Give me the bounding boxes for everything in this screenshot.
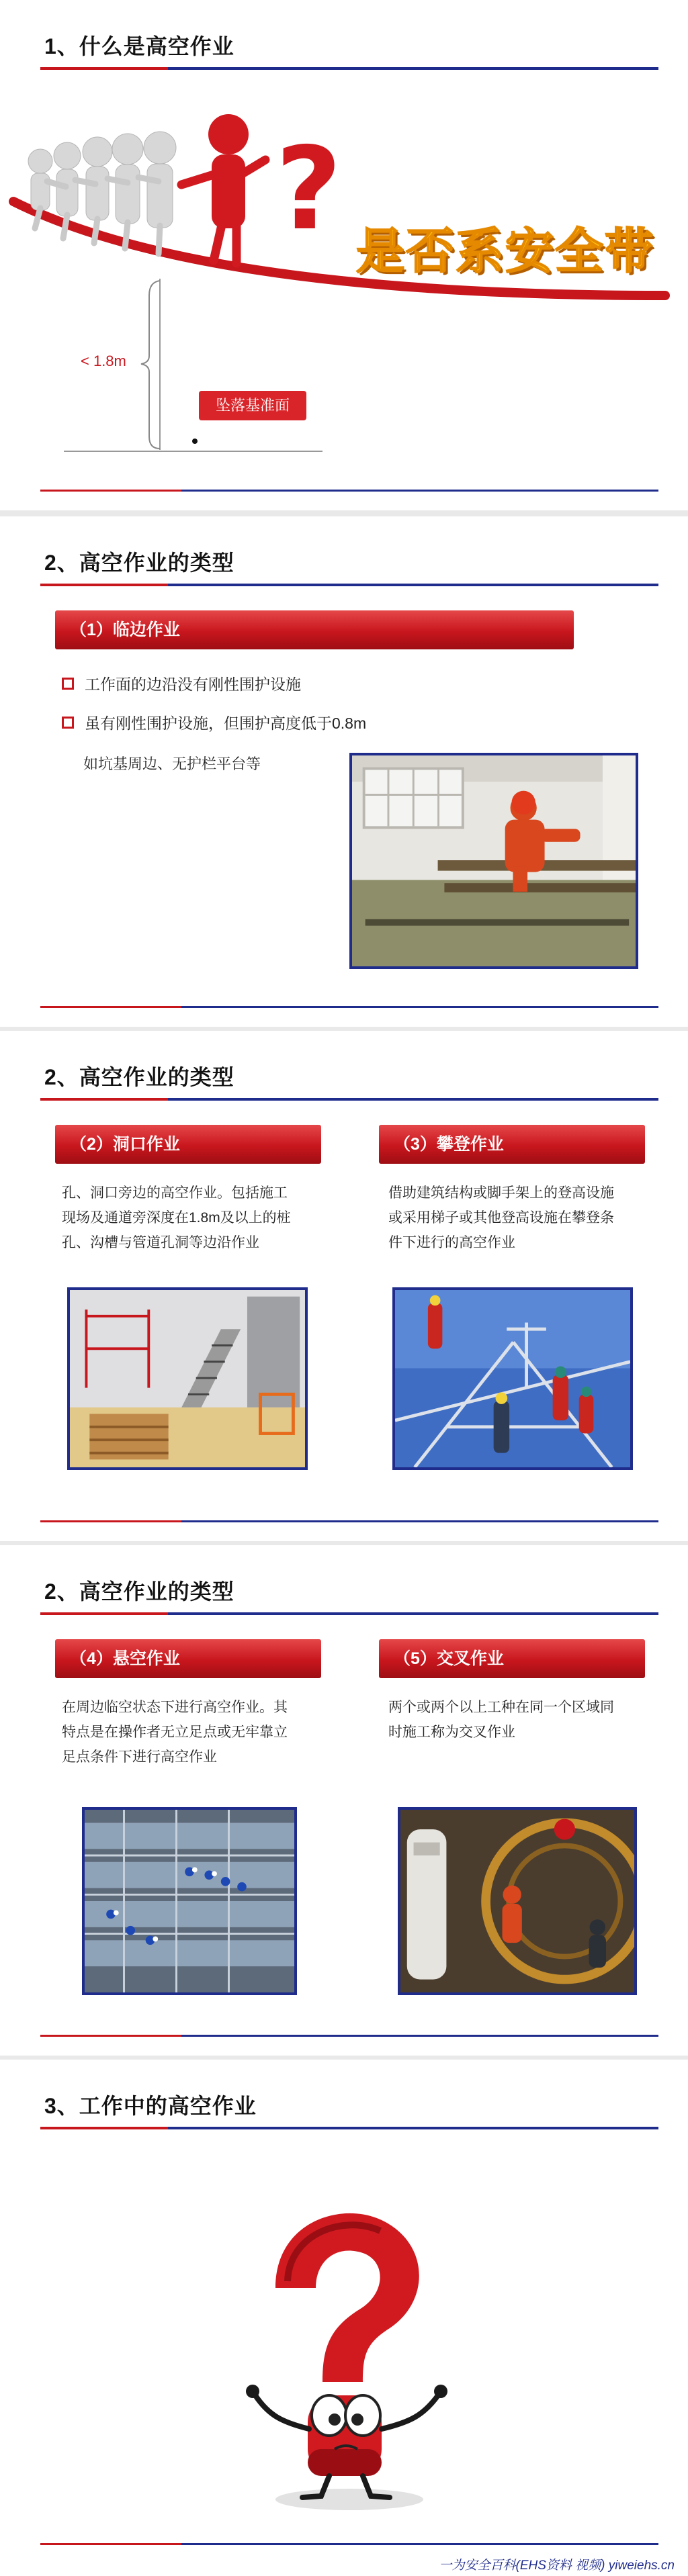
description-climbing-work xyxy=(388,1181,614,1255)
section-banner-edge-work: （1）临边作业 xyxy=(55,610,574,649)
question-mark-character-illustration xyxy=(228,2194,470,2516)
text-line: 孔、洞口旁边的高空作业。包括施工 xyxy=(62,1185,288,1201)
text-line: 或采用梯子或其他登高设施在攀登条 xyxy=(388,1210,614,1226)
slide-title: 1、什么是高空作业 xyxy=(44,34,234,58)
text-line: 特点是在操作者无立足点或无牢靠立 xyxy=(62,1724,288,1740)
text-line: 足点条件下进行高空作业 xyxy=(62,1749,217,1765)
slide-types-suspended-cross xyxy=(0,1545,688,2056)
slogan-wear-safety-belt: 是否系安全带 xyxy=(356,223,655,279)
text-line: 借助建筑结构或脚手架上的登高设施 xyxy=(388,1185,614,1201)
title-rule xyxy=(40,2127,658,2129)
slide-types-opening-climbing xyxy=(0,1031,688,1541)
title-rule xyxy=(40,584,658,586)
photo-opening-guardrail xyxy=(67,1287,308,1470)
datum-plane-label: 坠落基准面 xyxy=(199,391,306,420)
slide-types-edge-work xyxy=(0,516,688,1027)
description-suspended-work xyxy=(62,1695,288,1769)
section-banner-opening-work: （2）洞口作业 xyxy=(55,1125,321,1164)
svg-text:?: ? xyxy=(275,123,342,256)
footer-rule xyxy=(40,1006,658,1008)
bullet-text: 虽有刚性围护设施，但围护高度低于0.8m xyxy=(85,715,367,732)
text-line: 时施工称为交叉作业 xyxy=(388,1724,515,1740)
example-note: 如坑基周边、无护栏平台等 xyxy=(83,755,261,772)
bullet-square-icon xyxy=(62,678,74,690)
text-line: 两个或两个以上工种在同一个区域同 xyxy=(388,1700,614,1715)
footer-watermark: 一为安全百科(EHS资料 视频) yiweiehs.cn xyxy=(439,2559,675,2573)
text-line: 在周边临空状态下进行高空作业。其 xyxy=(62,1700,288,1715)
slide-title: 2、高空作业的类型 xyxy=(44,551,234,575)
tightrope-figures-illustration xyxy=(0,101,688,477)
footer-rule xyxy=(40,2543,658,2545)
description-opening-work xyxy=(62,1181,291,1255)
bullet-square-icon xyxy=(62,717,74,729)
title-rule xyxy=(40,67,658,70)
slide-title: 2、高空作业的类型 xyxy=(44,1065,234,1089)
slide-work-at-height-in-job xyxy=(0,2060,688,2576)
photo-worker-on-scaffold xyxy=(349,753,638,969)
section-banner-cross-work: （5）交叉作业 xyxy=(379,1639,645,1678)
slide-title: 2、高空作业的类型 xyxy=(44,1579,234,1604)
slide-what-is-work-at-height xyxy=(0,0,688,510)
photo-cross-work-workers xyxy=(398,1807,637,1995)
title-rule xyxy=(40,1612,658,1615)
footer-rule xyxy=(40,2035,658,2037)
text-line: 孔、沟槽与管道孔洞等边沿作业 xyxy=(62,1235,259,1250)
bullet-text: 工作面的边沿没有刚性围护设施 xyxy=(85,676,301,693)
title-rule xyxy=(40,1098,658,1101)
section-banner-climbing-work: （3）攀登作业 xyxy=(379,1125,645,1164)
photo-facade-cleaners xyxy=(82,1807,297,1995)
bullet-item xyxy=(62,672,301,694)
slide-title: 3、工作中的高空作业 xyxy=(44,2094,257,2118)
photo-tower-climbing xyxy=(392,1287,633,1470)
text-line: 件下进行的高空作业 xyxy=(388,1235,515,1250)
footer-rule xyxy=(40,490,658,492)
height-label: < 1.8m xyxy=(81,353,126,369)
footer-rule xyxy=(40,1520,658,1522)
bullet-item xyxy=(62,711,366,733)
text-line: 现场及通道旁深度在1.8m及以上的桩 xyxy=(62,1210,291,1226)
description-cross-work xyxy=(388,1695,614,1745)
section-banner-suspended-work: （4）悬空作业 xyxy=(55,1639,321,1678)
